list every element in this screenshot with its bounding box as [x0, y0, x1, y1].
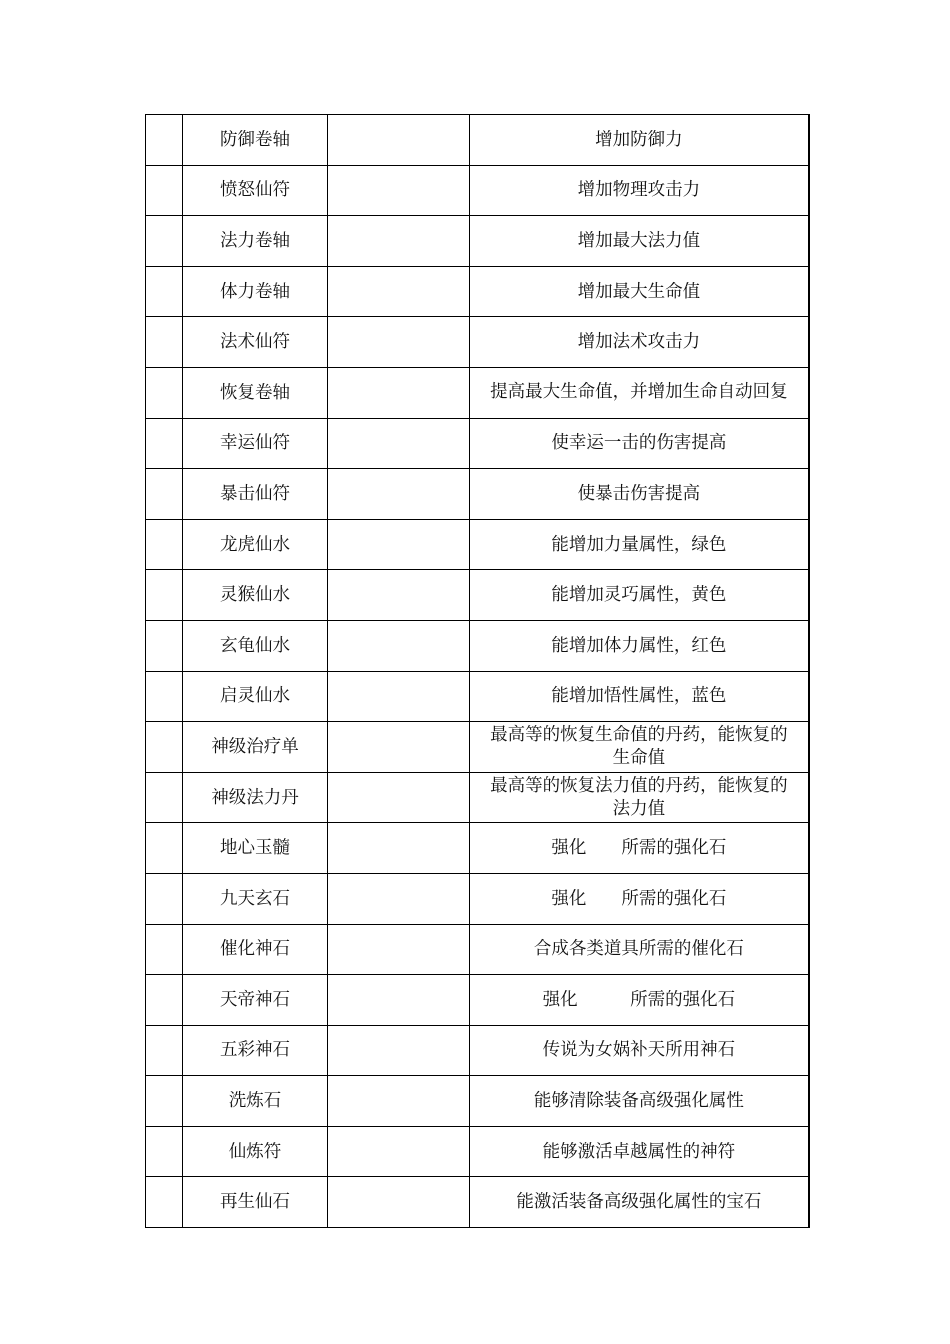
blank-cell [328, 1126, 470, 1177]
table-row [146, 1126, 810, 1177]
item-description: 增加法术攻击力 [469, 317, 809, 368]
index-cell [146, 873, 183, 924]
index-cell [146, 620, 183, 671]
blank-cell [328, 266, 470, 317]
table-row [146, 367, 810, 418]
blank-cell [328, 367, 470, 418]
blank-cell [328, 823, 470, 874]
blank-cell [328, 165, 470, 216]
item-name: 启灵仙水 [182, 671, 328, 722]
item-description: 增加防御力 [469, 115, 809, 166]
item-name: 灵猴仙水 [182, 570, 328, 621]
item-description: 强化 所需的强化石 [469, 975, 809, 1026]
item-description: 增加物理攻击力 [469, 165, 809, 216]
blank-cell [328, 418, 470, 469]
item-description: 增加最大法力值 [469, 216, 809, 267]
table-row [146, 1177, 810, 1228]
index-cell [146, 519, 183, 570]
item-name: 神级法力丹 [182, 772, 328, 823]
item-name: 再生仙石 [182, 1177, 328, 1228]
blank-cell [328, 671, 470, 722]
item-description: 强化 所需的强化石 [469, 873, 809, 924]
blank-cell [328, 1177, 470, 1228]
index-cell [146, 722, 183, 773]
index-cell [146, 266, 183, 317]
table-row [146, 469, 810, 520]
item-description: 合成各类道具所需的催化石 [469, 924, 809, 975]
item-description: 强化 所需的强化石 [469, 823, 809, 874]
table-row [146, 115, 810, 166]
item-name: 防御卷轴 [182, 115, 328, 166]
item-description: 提高最大生命值，并增加生命自动回复 [469, 367, 809, 418]
item-name: 体力卷轴 [182, 266, 328, 317]
item-name: 恢复卷轴 [182, 367, 328, 418]
item-description: 使暴击伤害提高 [469, 469, 809, 520]
item-description: 能激活装备高级强化属性的宝石 [469, 1177, 809, 1228]
index-cell [146, 772, 183, 823]
item-name: 洗炼石 [182, 1076, 328, 1127]
blank-cell [328, 1025, 470, 1076]
index-cell [146, 216, 183, 267]
item-name: 法术仙符 [182, 317, 328, 368]
table-row [146, 620, 810, 671]
index-cell [146, 1177, 183, 1228]
item-name: 神级治疗单 [182, 722, 328, 773]
index-cell [146, 165, 183, 216]
table-row [146, 772, 810, 823]
blank-cell [328, 873, 470, 924]
index-cell [146, 115, 183, 166]
index-cell [146, 1076, 183, 1127]
item-name: 地心玉髓 [182, 823, 328, 874]
table-row [146, 570, 810, 621]
item-table [145, 114, 810, 1228]
item-name: 九天玄石 [182, 873, 328, 924]
item-description: 能增加悟性属性，蓝色 [469, 671, 809, 722]
item-description: 能够清除装备高级强化属性 [469, 1076, 809, 1127]
index-cell [146, 1126, 183, 1177]
item-name: 龙虎仙水 [182, 519, 328, 570]
index-cell [146, 823, 183, 874]
blank-cell [328, 317, 470, 368]
blank-cell [328, 1076, 470, 1127]
item-name: 法力卷轴 [182, 216, 328, 267]
table-row [146, 823, 810, 874]
item-name: 愤怒仙符 [182, 165, 328, 216]
item-description: 能增加力量属性，绿色 [469, 519, 809, 570]
item-name: 五彩神石 [182, 1025, 328, 1076]
table-row [146, 1076, 810, 1127]
item-description: 传说为女娲补天所用神石 [469, 1025, 809, 1076]
blank-cell [328, 216, 470, 267]
blank-cell [328, 772, 470, 823]
table-row [146, 1025, 810, 1076]
table-row [146, 671, 810, 722]
blank-cell [328, 115, 470, 166]
item-name: 催化神石 [182, 924, 328, 975]
table-row [146, 975, 810, 1026]
index-cell [146, 317, 183, 368]
item-name: 暴击仙符 [182, 469, 328, 520]
item-description: 能增加灵巧属性，黄色 [469, 570, 809, 621]
item-table-container [145, 114, 810, 1228]
index-cell [146, 1025, 183, 1076]
index-cell [146, 367, 183, 418]
index-cell [146, 418, 183, 469]
table-row [146, 216, 810, 267]
table-row [146, 418, 810, 469]
blank-cell [328, 620, 470, 671]
item-description: 最高等的恢复生命值的丹药，能恢复的生命值 [469, 722, 809, 773]
index-cell [146, 570, 183, 621]
item-description: 能增加体力属性，红色 [469, 620, 809, 671]
blank-cell [328, 570, 470, 621]
item-name: 仙炼符 [182, 1126, 328, 1177]
table-row [146, 266, 810, 317]
item-name: 玄龟仙水 [182, 620, 328, 671]
item-description: 最高等的恢复法力值的丹药，能恢复的法力值 [469, 772, 809, 823]
table-row [146, 924, 810, 975]
item-name: 天帝神石 [182, 975, 328, 1026]
index-cell [146, 671, 183, 722]
item-table-body [146, 115, 810, 1228]
item-description: 能够激活卓越属性的神符 [469, 1126, 809, 1177]
table-row [146, 519, 810, 570]
item-description: 增加最大生命值 [469, 266, 809, 317]
blank-cell [328, 722, 470, 773]
item-description: 使幸运一击的伤害提高 [469, 418, 809, 469]
table-row [146, 317, 810, 368]
blank-cell [328, 519, 470, 570]
table-row [146, 722, 810, 773]
blank-cell [328, 469, 470, 520]
index-cell [146, 469, 183, 520]
blank-cell [328, 975, 470, 1026]
table-row [146, 165, 810, 216]
blank-cell [328, 924, 470, 975]
table-row [146, 873, 810, 924]
index-cell [146, 975, 183, 1026]
index-cell [146, 924, 183, 975]
item-name: 幸运仙符 [182, 418, 328, 469]
